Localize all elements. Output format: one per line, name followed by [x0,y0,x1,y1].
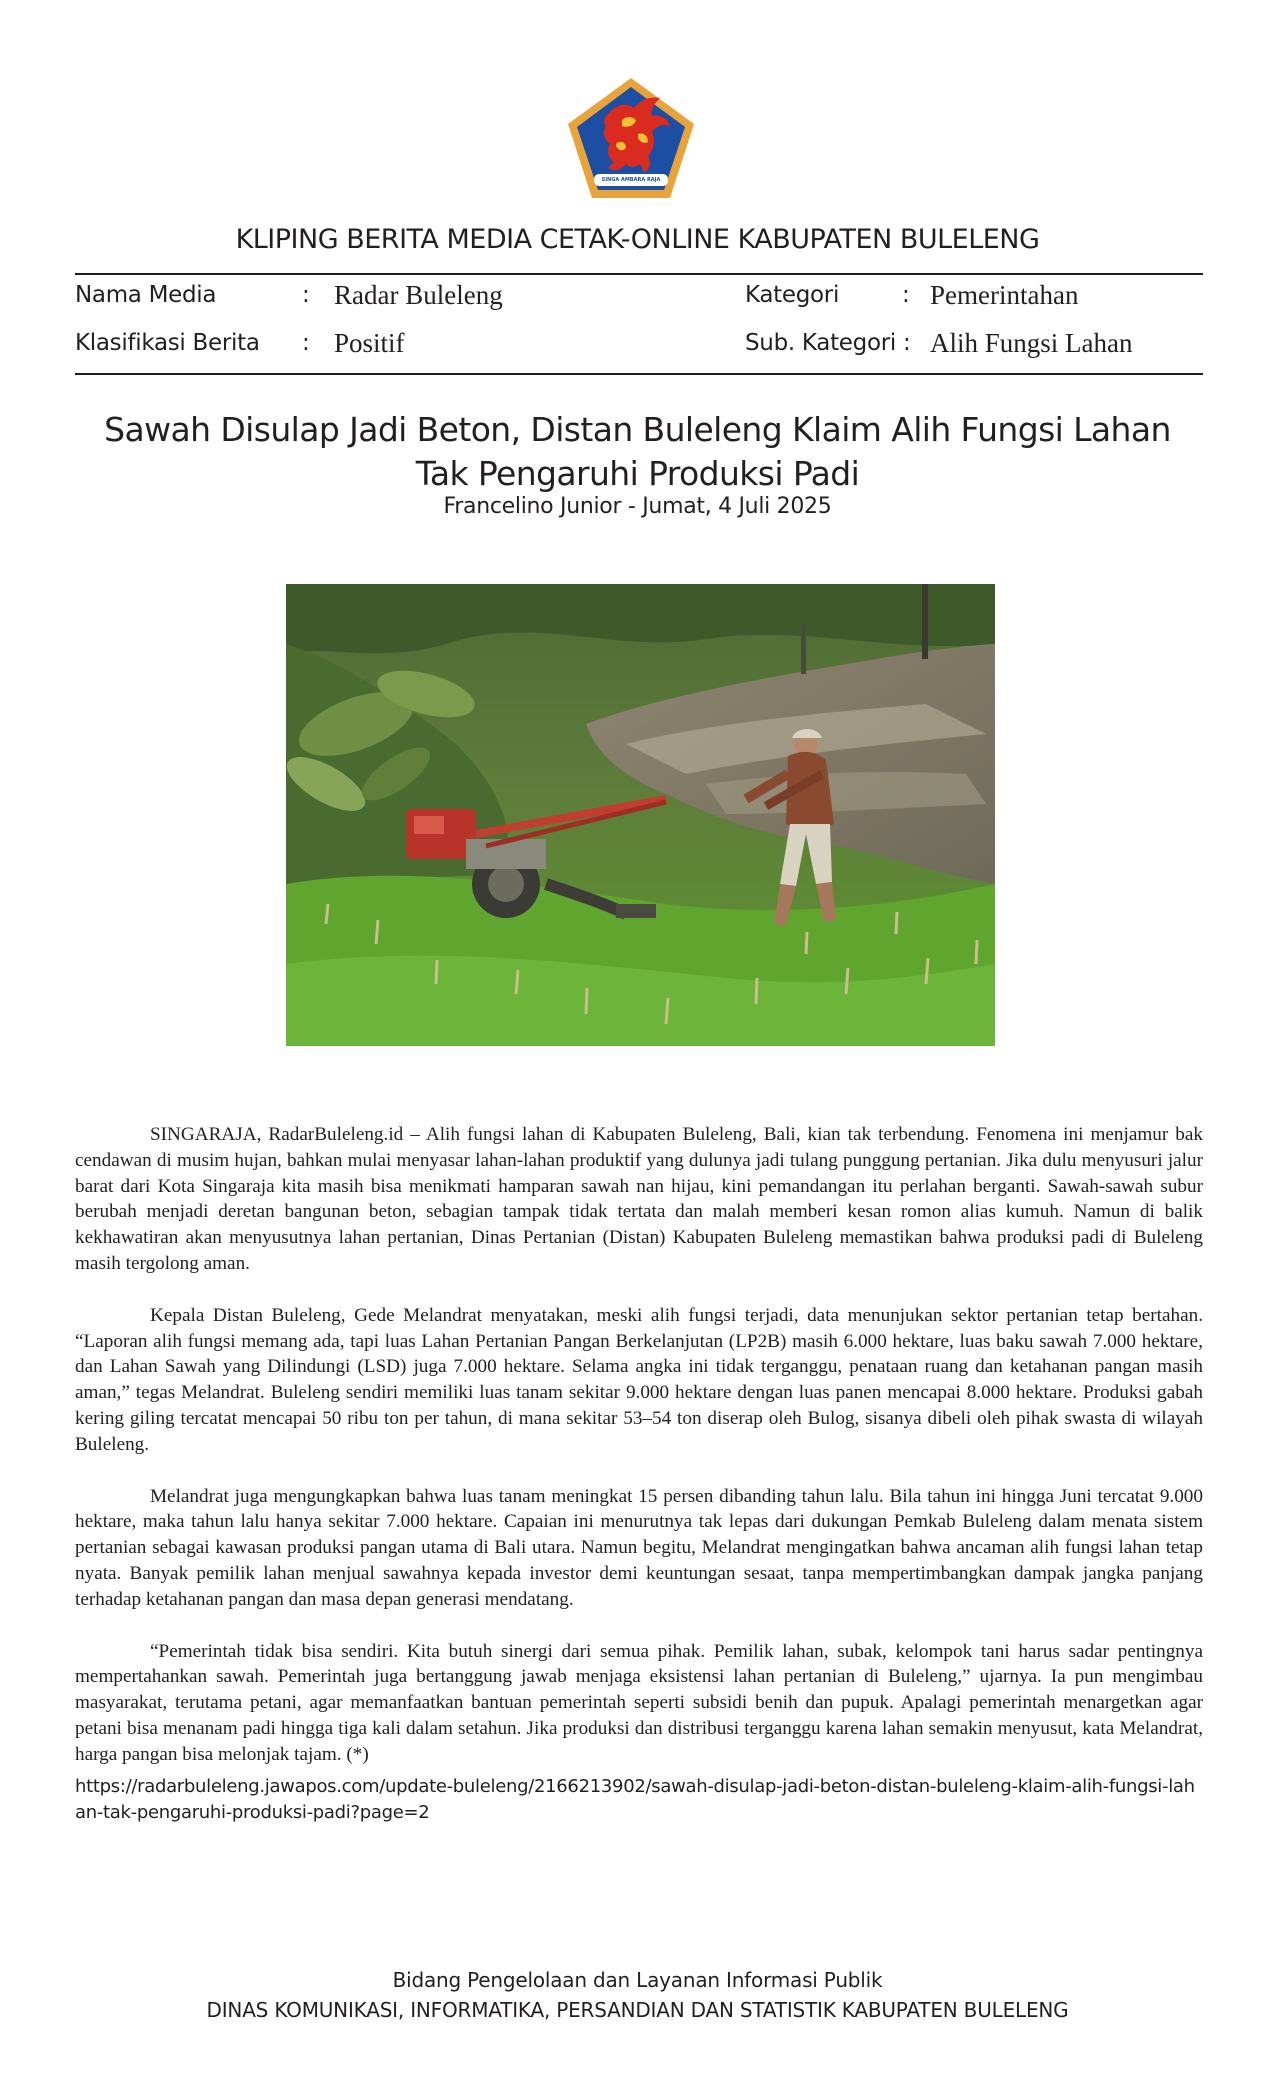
article-paragraph: “Pemerintah tidak bisa sendiri. Kita butuh sinergi dari semua pihak. Pemilik lahan, subak, kelompok tani harus sadar pentingnya mempertahankan sawah. Pemerintah juga bertanggung jawab menjaga eksistensi lahan pertanian di Buleleng,” ujarnya. Ia pun mengimbau masyarakat, terutama petani, agar memanfaatkan bantuan pemerintah seperti subsidi benih dan pupuk. Apalagi pemerintah menargetkan agar petani bisa menanam padi hingga tiga kali dalam setahun. Jika produksi dan distribusi terganggu karena lahan semakin menyusut, kata Melandrat, harga pangan bisa melonjak tajam. (*) [75,1640,1203,1765]
kategori-value: Pemerintahan [930,280,1079,310]
subkategori-label: Sub. Kategori : [745,330,911,356]
article-paragraph: SINGARAJA, RadarBuleleng.id – Alih fungsi lahan di Kabupaten Buleleng, Bali, kian tak terbendung. Fenomena ini menjamur bak cendawan di musim hujan, bahkan mulai menyasar lahan-lahan produktif yang dulunya jadi tulang punggung pertanian. Jika dulu menyusuri jalur barat dari Kota Singaraja kita masih bisa menikmati hamparan sawah nan hijau, kini pemandangan itu perlahan berganti. Sawah-sawah subur berubah menjadi deretan bangunan beton, sebagian tampak tidak tertata dan malah memberi kesan romon alias kumuh. Namun di balik kekhawatiran akan menyusutnya lahan pertanian, Dinas Pertanian (Distan) Kabupaten Buleleng memastikan bahwa produksi padi di Buleleng masih tergolong aman. [75,1124,1203,1274]
media-name-value: Radar Buleleng [334,280,503,310]
document-header-title: KLIPING BERITA MEDIA CETAK-ONLINE KABUPATEN BULELENG [235,224,1040,255]
header-divider-top [75,273,1203,275]
media-name-label: Nama Media [75,282,217,308]
source-link[interactable]: https://radarbuleleng.jawapos.com/update-buleleng/2166213902/sawah-disulap-jadi-beton-distan-buleleng-klaim-alih-fungsi-lahan-tak-pengaruhi-produksi-padi?page=2 [75,1776,1195,1823]
header-divider-bottom [75,373,1203,375]
klasifikasi-colon: : [302,330,310,356]
kategori-colon: : [902,282,910,308]
footer-division: Bidang Pengelolaan dan Layanan Informasi Publik [392,1968,883,1992]
subkategori-value: Alih Fungsi Lahan [930,328,1133,358]
regency-logo [564,74,698,202]
article-paragraph: Kepala Distan Buleleng, Gede Melandrat menyatakan, meski alih fungsi terjadi, data menunjukan sektor pertanian tetap bertahan. “Laporan alih fungsi memang ada, tapi luas Lahan Pertanian Pangan Berkelanjutan (LP2B) masih 6.000 hektare, luas baku sawah 7.000 hektare, dan Lahan Sawah yang Dilindungi (LSD) juga 7.000 hektare. Selama angka ini tidak terganggu, penataan ruang dan ketahanan pangan masih aman,” tegas Melandrat. Buleleng sendiri memiliki luas tanam sekitar 9.000 hektare dengan luas panen mencapai 8.000 hektare. Produksi gabah kering giling tercatat mencapai 50 ribu ton per tahun, di mana sekitar 53–54 ton diserap oleh Bulog, sisanya dibeli oleh pihak swasta di wilayah Buleleng. [75,1304,1203,1455]
media-name-colon: : [302,282,310,308]
article-byline: Francelino Junior - Jumat, 4 Juli 2025 [443,494,832,519]
klasifikasi-label: Klasifikasi Berita [75,330,260,356]
article-paragraph: Melandrat juga mengungkapkan bahwa luas tanam meningkat 15 persen dibanding tahun lalu. Bila tahun ini hingga Juni tercatat 9.000 hektare, maka tahun lalu hanya sekitar 7.000 hektare. Capaian ini menurutnya tak lepas dari dukungan Pemkab Buleleng dalam menata sistem pertanian sebagai kawasan produksi pangan utama di Bali utara. Namun begitu, Melandrat mengingatkan bahwa ancaman alih fungsi lahan tetap nyata. Banyak pemilik lahan menjual sawahnya kepada investor demi keuntungan sesaat, tanpa mempertimbangkan dampak jangka panjang terhadap ketahanan pangan dan masa depan generasi mendatang. [75,1485,1203,1610]
klasifikasi-value: Positif [334,328,405,358]
footer-agency: DINAS KOMUNIKASI, INFORMATIKA, PERSANDIAN DAN STATISTIK KABUPATEN BULELENG [206,1998,1069,2022]
farmer-plowing-field-image [286,584,995,1046]
article-photo [286,584,995,1046]
article-headline: Sawah Disulap Jadi Beton, Distan Buleleng Klaim Alih Fungsi Lahan Tak Pengaruhi Produksi Padi [104,410,1171,493]
logo-caption: SINGA AMBARA RAJA [601,177,661,183]
kategori-label: Kategori [745,282,840,308]
article-body [75,1122,1203,1794]
